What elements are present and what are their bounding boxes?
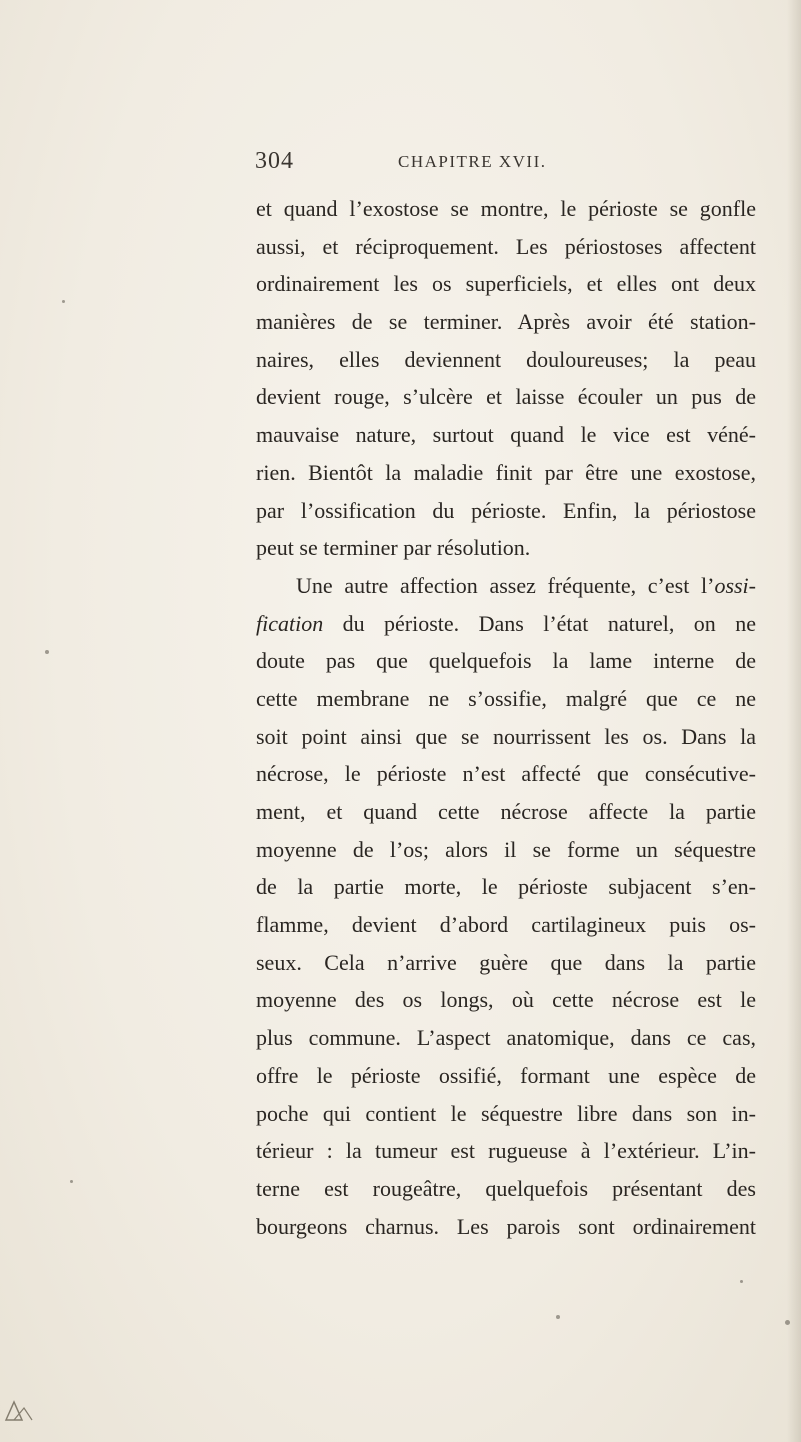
page-header: [255, 148, 775, 176]
text-line: térieur : la tumeur est rugueuse à l’extérieur. L’in-: [256, 1138, 756, 1164]
text-line: ment, et quand cette nécrose affecte la partie: [256, 799, 756, 824]
text-line: aussi, et réciproquement. Les périostoses affectent: [256, 233, 756, 259]
paper-speck: [785, 1320, 790, 1325]
text-line: flamme, devient d’abord cartilagineux puis os-: [256, 912, 756, 938]
text-line: cette membrane ne s’ossifie, malgré que ce ne: [256, 685, 756, 711]
italic-term: fication: [256, 610, 324, 636]
text-line: et quand l’exostose se montre, le périoste se gonfle: [256, 196, 756, 221]
running-head: CHAPITRE XVII.: [398, 152, 547, 171]
text-line: de la partie morte, le périoste subjacent s’en-: [256, 874, 756, 900]
text-line: offre le périoste ossifié, formant une espèce de: [256, 1062, 756, 1088]
page-edge-shadow: [787, 0, 801, 1442]
page-number: 304: [255, 148, 294, 174]
text-line: [256, 605, 756, 643]
text-span: du périoste. Dans l’état naturel, on ne: [323, 610, 756, 636]
italic-term: ossi-: [714, 572, 756, 598]
text-line: soit point ainsi que se nourrissent les os. Dans la: [256, 723, 756, 749]
text-line: seux. Cela n’arrive guère que dans la partie: [256, 949, 756, 975]
text-line: manières de se terminer. Après avoir été station-: [256, 309, 756, 335]
text-line: bourgeons charnus. Les parois sont ordinairement: [256, 1213, 756, 1239]
text-line: doute pas que quelquefois la lame interne de: [256, 648, 756, 674]
text-line: mauvaise nature, surtout quand le vice est véné-: [256, 422, 756, 448]
text-line: terne est rougeâtre, quelquefois présentant des: [256, 1175, 756, 1201]
paragraph-end-line: peut se terminer par résolution.: [256, 535, 531, 561]
text-line: moyenne de l’os; alors il se forme un séquestre: [256, 836, 756, 862]
text-line: plus commune. L’aspect anatomique, dans ce cas,: [256, 1025, 756, 1051]
paper-speck: [70, 1180, 73, 1183]
corner-mark-icon: [4, 1396, 34, 1422]
paper-speck: [740, 1280, 743, 1283]
text-line: moyenne des os longs, où cette nécrose est le: [256, 987, 756, 1013]
text-line: par l’ossification du périoste. Enfin, la périostose: [256, 497, 756, 523]
paper-speck: [556, 1315, 560, 1319]
paper-speck: [62, 300, 65, 303]
text-line: poche qui contient le séquestre libre dans son in-: [256, 1100, 756, 1126]
text-line: nécrose, le périoste n’est affecté que consécutive-: [256, 761, 756, 787]
text-line: rien. Bientôt la maladie finit par être une exostose,: [256, 459, 756, 485]
text-line: ordinairement les os superficiels, et elles ont deux: [256, 271, 756, 297]
text-line: naires, elles deviennent douloureuses; la peau: [256, 346, 756, 372]
body-text: [256, 190, 756, 1245]
text-line: devient rouge, s’ulcère et laisse écouler un pus de: [256, 384, 756, 410]
paper-speck: [45, 650, 49, 654]
paragraph-start-line: [256, 567, 756, 605]
text-span: Une autre affection assez fréquente, c’est l’: [296, 572, 715, 598]
